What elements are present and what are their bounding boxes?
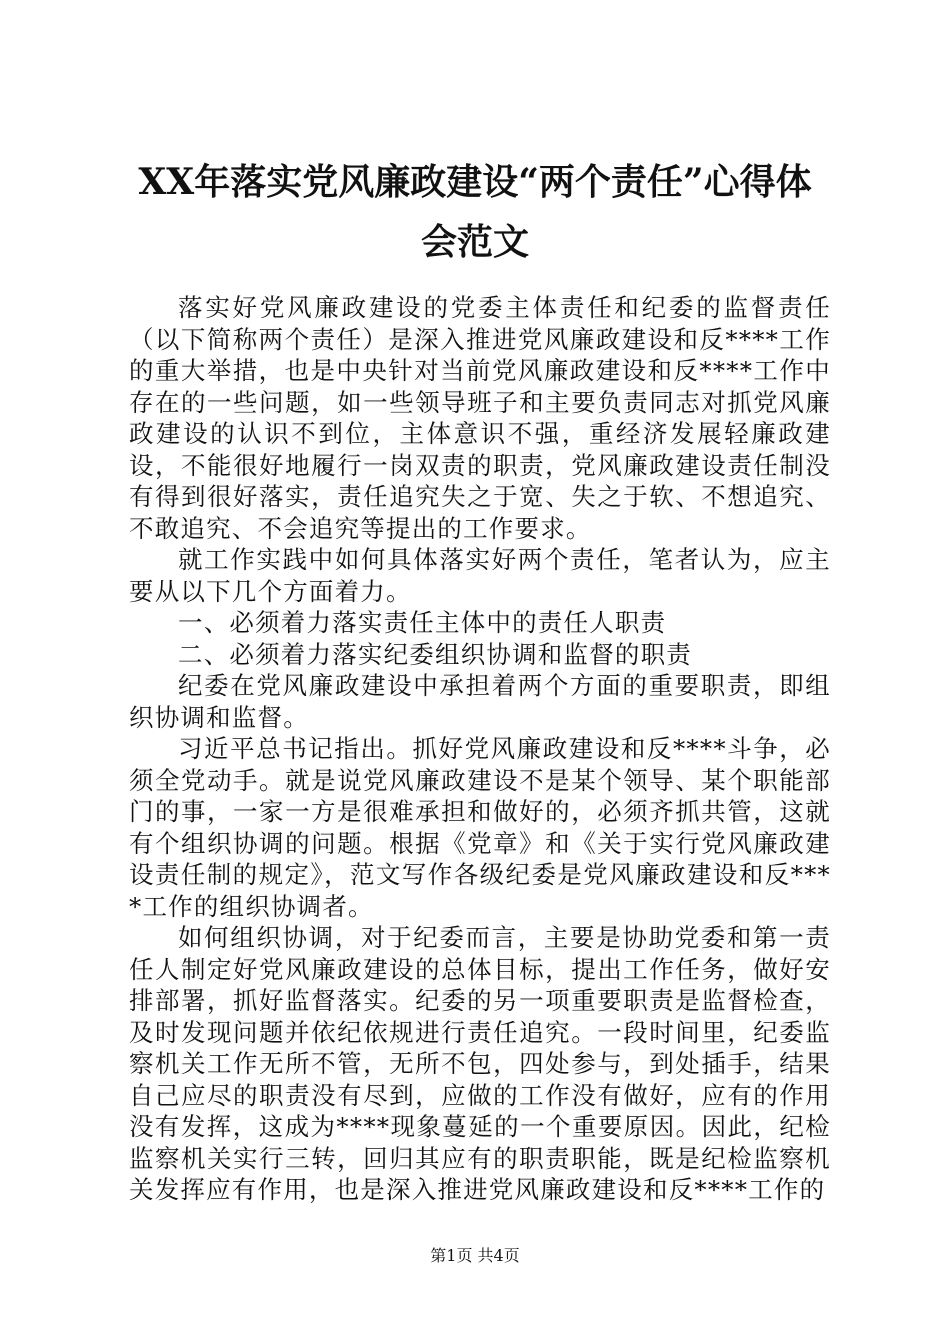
paragraph-5: 如何组织协调，对于纪委而言，主要是协助党委和第一责任人制定好党风廉政建设的总体目标，提出工作任务，做好安排部署，抓好监督落实。纪委的另一项重要职责是监督检查，及时发现问题并依纪依规进行责任追究。一段时间里，纪委监察机关工作无所不管，无所不包，四处参与，到处插手，结果自己应尽的职责没有尽到，应做的工作没有做好，应有的作用没有发挥，这成为****现象蔓延的一个重要原因。因此，纪检监察机关实行三转，回归其应有的职责职能，既是纪检监察机关发挥应有作用，也是深入推进党风廉政建设和反****工作的 [129,923,831,1204]
title-line-1: XX年落实党风廉政建设“两个责任”心得体 [138,161,812,203]
paragraph-2: 就工作实践中如何具体落实好两个责任，笔者认为，应主要从以下几个方面着力。 [129,545,831,606]
paragraph-3: 纪委在党风廉政建设中承担着两个方面的重要职责，即组织协调和监督。 [129,671,831,732]
section-heading-2: 二、必须着力落实纪委组织协调和监督的职责 [178,639,692,669]
document-title [100,152,850,272]
paragraph-1: 落实好党风廉政建设的党委主体责任和纪委的监督责任（以下简称两个责任）是深入推进党风廉政建设和反****工作的重大举措，也是中央针对当前党风廉政建设和反****工作中存在的一些问题，如一些领导班子和主要负责同志对抓党风廉政建设的认识不到位，主体意识不强，重经济发展轻廉政建设，不能很好地履行一岗双责的职责，党风廉政建设责任制没有得到很好落实，责任追究失之于宽、失之于软、不想追究、不敢追究、不会追究等提出的工作要求。 [129,293,831,543]
document-body [129,292,831,1206]
title-line-2: 会范文 [420,221,529,263]
paragraph-4: 习近平总书记指出。抓好党风廉政建设和反****斗争，必须全党动手。就是说党风廉政建设不是某个领导、某个职能部门的事，一家一方是很难承担和做好的，必须齐抓共管，这就有个组织协调的问题。根据《党章》和《关于实行党风廉政建设责任制的规定》，范文写作各级纪委是党风廉政建设和反****工作的组织协调者。 [129,734,831,921]
section-heading-1: 一、必须着力落实责任主体中的责任人职责 [178,608,667,637]
page-footer: 第1页 共4页 [430,1246,520,1265]
